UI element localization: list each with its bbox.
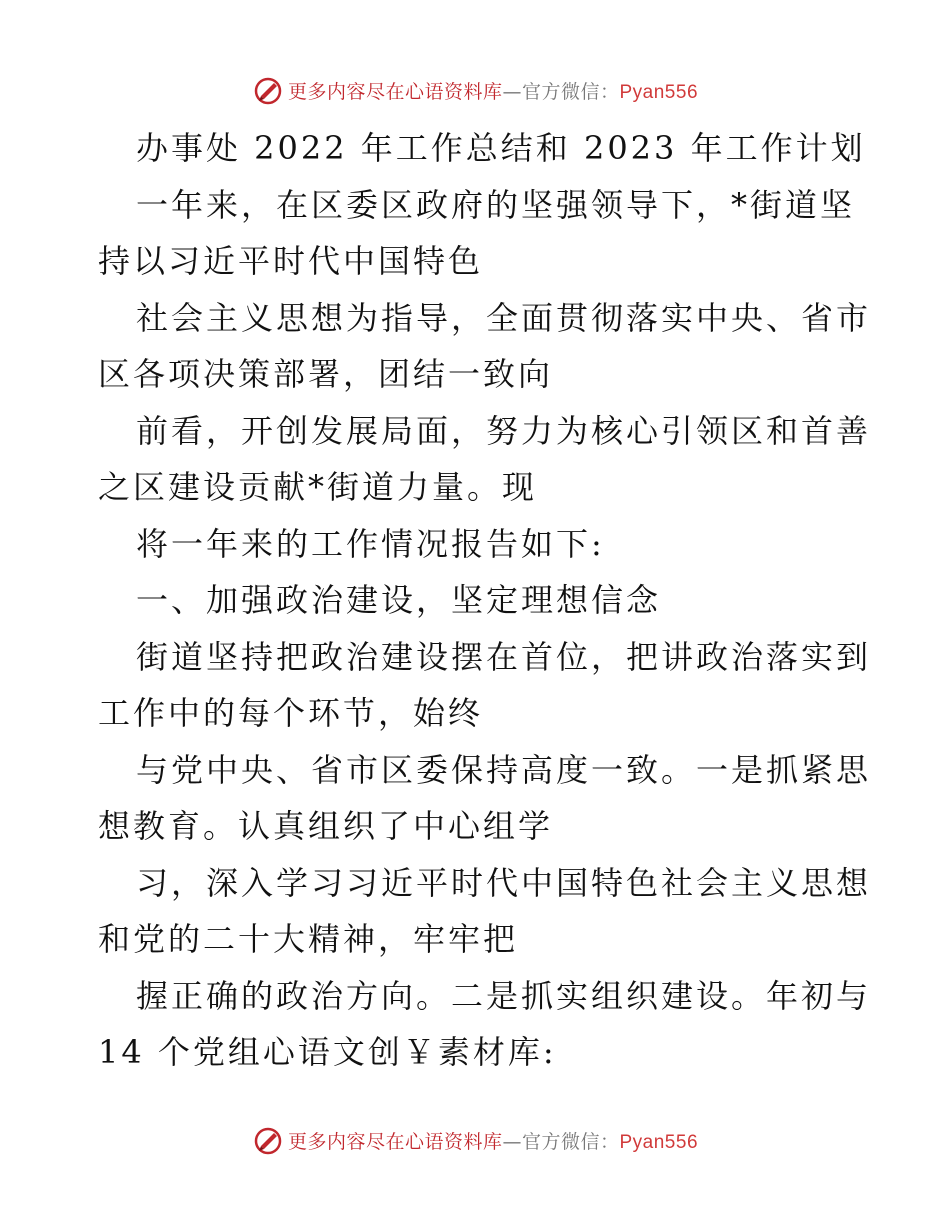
paragraph-line: 握正确的政治方向。二是抓实组织建设。年初与 [136, 976, 872, 1015]
paragraph-line: 街道坚持把政治建设摆在首位，把讲政治落实到 [136, 637, 872, 676]
paragraph-line: 一年来，在区委区政府的坚强领导下，*街道坚 [136, 185, 856, 224]
banner-main: 更多内容尽在心语资料库 [287, 80, 503, 103]
paragraph-line: 持以习近平时代中国特色 [98, 242, 484, 280]
banner-dash: — [502, 80, 522, 103]
section-heading: 一、加强政治建设，坚定理想信念 [136, 581, 662, 619]
pen-logo-icon [252, 74, 284, 106]
header-banner [0, 70, 950, 110]
pen-logo-icon [252, 1124, 284, 1156]
paragraph-line: 想教育。认真组织了中心组学 [98, 807, 554, 845]
footer-banner [0, 1120, 950, 1160]
paragraph-line: 社会主义思想为指导，全面贯彻落实中央、省市 [136, 298, 872, 337]
banner-wechat-label: 官方微信： [521, 1130, 620, 1153]
banner-text [288, 77, 698, 104]
paragraph-line: 区各项决策部署，团结一致向 [98, 355, 554, 393]
document-body [98, 120, 872, 1081]
paragraph-line: 14 个党组心语文创￥素材库: [98, 1033, 557, 1071]
paragraph-line: 与党中央、省市区委保持高度一致。一是抓紧思 [136, 750, 872, 789]
banner-main: 更多内容尽在心语资料库 [287, 1130, 503, 1153]
banner-wechat-id: Pyan556 [619, 1131, 699, 1153]
paragraph-line: 前看，开创发展局面，努力为核心引领区和首善 [136, 411, 872, 450]
paragraph-line: 将一年来的工作情况报告如下: [136, 524, 605, 563]
paragraph-line: 习，深入学习习近平时代中国特色社会主义思想 [136, 863, 872, 902]
banner-wechat-id: Pyan556 [619, 81, 699, 103]
document-title: 办事处 2022 年工作总结和 2023 年工作计划 [136, 129, 866, 167]
banner-dash: — [502, 1130, 522, 1153]
paragraph-line: 工作中的每个环节，始终 [98, 694, 484, 732]
banner-text [288, 1127, 698, 1154]
banner-wechat-label: 官方微信： [521, 80, 620, 103]
paragraph-line: 之区建设贡献*街道力量。现 [98, 468, 538, 506]
paragraph-line: 和党的二十大精神，牢牢把 [98, 920, 519, 958]
